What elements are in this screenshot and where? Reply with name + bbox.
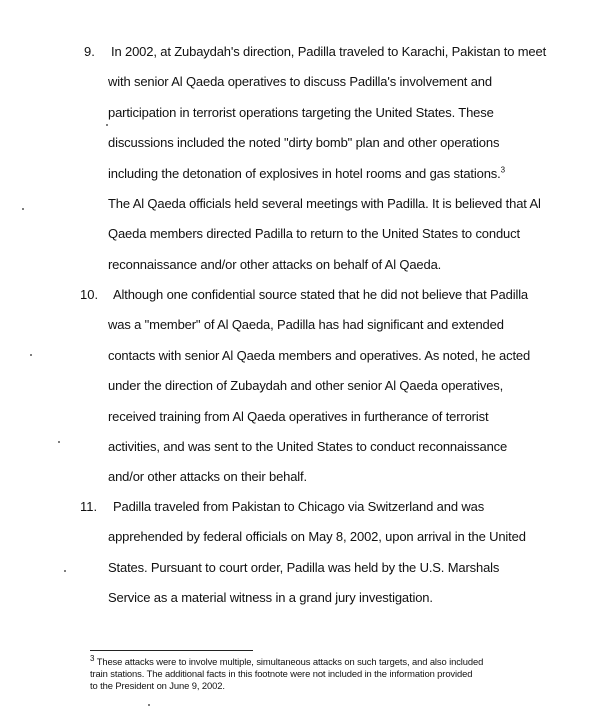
paragraph-line: Padilla traveled from Pakistan to Chicago via Switzerland and was <box>113 499 485 514</box>
scan-speck <box>64 570 66 572</box>
paragraph-line: Although one confidential source stated that he did not believe that Padilla <box>113 287 529 302</box>
paragraph-line: received training from Al Qaeda operatives in furtherance of terrorist <box>108 408 489 424</box>
footnote-separator <box>90 650 253 651</box>
scan-speck <box>148 704 150 706</box>
footnote-line: to the President on June 9, 2002. <box>90 680 225 691</box>
paragraph-number: 10. <box>80 287 99 302</box>
paragraph-line: apprehended by federal officials on May 8, 2002, upon arrival in the United <box>108 529 526 545</box>
paragraph-line: discussions included the noted "dirty bomb" plan and other operations <box>108 135 500 151</box>
paragraph-line: States. Pursuant to court order, Padilla was held by the U.S. Marshals <box>108 559 500 575</box>
paragraph-line: under the direction of Zubaydah and other senior Al Qaeda operatives, <box>108 378 504 394</box>
paragraph-11 <box>80 492 584 614</box>
paragraph-line: In 2002, at Zubaydah's direction, Padilla traveled to Karachi, Pakistan to meet <box>111 44 547 59</box>
scan-speck <box>106 124 108 126</box>
paragraph-line: reconnaissance and/or other attacks on behalf of Al Qaeda. <box>108 256 442 272</box>
scan-speck <box>30 354 32 356</box>
paragraph-line: and/or other attacks on their behalf. <box>108 469 307 485</box>
paragraph-line: participation in terrorist operations targeting the United States. These <box>108 104 494 120</box>
footnote-line-text: These attacks were to involve multiple, simultaneous attacks on such targets, and also included <box>96 656 484 667</box>
paragraph-line: Qaeda members directed Padilla to return to the United States to conduct <box>108 226 520 242</box>
paragraph-10 <box>80 280 584 493</box>
paragraph-line: with senior Al Qaeda operatives to discuss Padilla's involvement and <box>108 74 492 90</box>
footnote-line <box>90 653 580 668</box>
paragraph-9 <box>84 37 584 280</box>
scan-speck <box>58 441 60 443</box>
paragraph-line-text: including the detonation of explosives in hotel rooms and gas stations. <box>108 165 501 181</box>
paragraph-line: was a "member" of Al Qaeda, Padilla has had significant and extended <box>108 317 504 333</box>
paragraph-number: 11. <box>80 499 98 514</box>
footnote-reference: 3 <box>500 165 505 175</box>
paragraph-line: contacts with senior Al Qaeda members and operatives. As noted, he acted <box>108 347 531 363</box>
paragraph-line: activities, and was sent to the United States to conduct reconnaissance <box>108 439 508 455</box>
paragraph-line <box>108 159 584 189</box>
footnote <box>90 653 580 692</box>
paragraph-line: Service as a material witness in a grand jury investigation. <box>108 590 433 606</box>
footnote-marker: 3 <box>90 653 95 663</box>
scan-speck <box>22 208 24 210</box>
paragraph-line: The Al Qaeda officials held several meetings with Padilla. It is believed that Al <box>108 196 541 212</box>
paragraph-number: 9. <box>84 44 95 59</box>
footnote-line: train stations. The additional facts in this footnote were not included in the information provided <box>90 668 473 679</box>
